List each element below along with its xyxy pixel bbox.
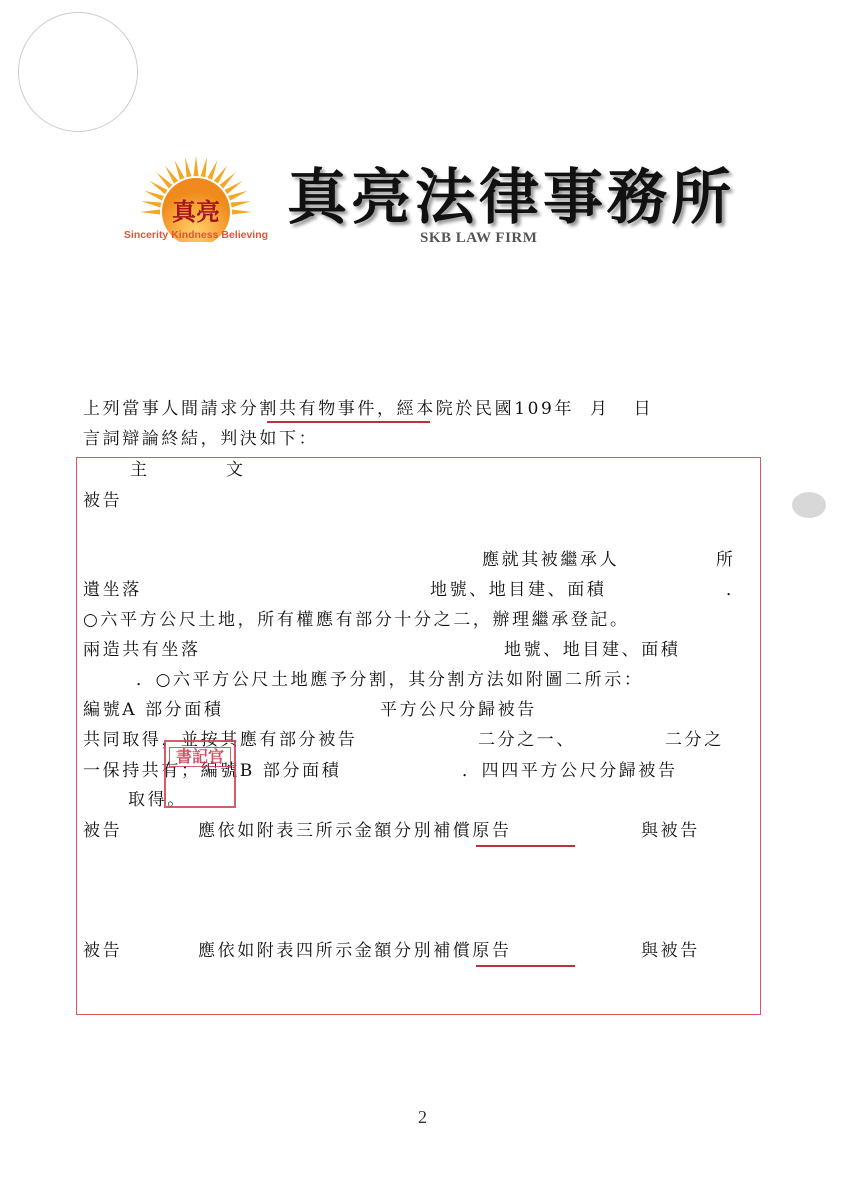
smudge-mark [792, 492, 826, 518]
heading-main: 主 [130, 460, 150, 480]
text-line: 兩造共有坐落 [83, 640, 201, 660]
intro-line-1: 上列當事人間請求分割共有物事件，經本院於民國109年 月 日 [83, 399, 654, 419]
sun-ray [201, 157, 207, 177]
text-line: 與被告 [641, 941, 700, 961]
text-line: 取得。 [128, 790, 187, 810]
text-line: 應依如附表三所示金額分別補償原告 [198, 821, 512, 841]
sun-ray [231, 201, 251, 207]
underline-mark [267, 421, 430, 423]
sun-ray [185, 157, 191, 177]
faint-seal [18, 12, 138, 132]
text-line: 編號A 部分面積 [83, 700, 224, 720]
sun-ray [232, 209, 252, 214]
text-line: 一保持共有；編號B 部分面積 [83, 761, 342, 781]
underline-mark [476, 845, 575, 847]
sun-logo-icon [116, 150, 276, 242]
text-line: 被告 [83, 491, 123, 511]
text-line: ．○六平方公尺土地應予分割，其分割方法如附圖二所示： [136, 670, 644, 690]
text-line: 被告 [83, 941, 123, 961]
text-line: ．四四平方公尺分歸被告 [462, 761, 678, 781]
text-line: 地號、地目建、面積 [430, 580, 607, 600]
sun-ray [193, 156, 198, 176]
text-line: 遺坐落 [83, 580, 142, 600]
text-line: 所 [716, 550, 736, 570]
sun-ray [141, 201, 161, 207]
sun-ray [144, 191, 164, 201]
text-line: 地號、地目建、面積 [504, 640, 681, 660]
text-line: 平方公尺分歸被告 [380, 700, 537, 720]
sun-ray [207, 160, 217, 180]
text-line: 二分之一、 [478, 730, 576, 750]
text-line: 共同取得，並按其應有部分被告 [83, 730, 358, 750]
text-line: ○六平方公尺土地，所有權應有部分十分之二，辦理繼承登記。 [83, 610, 630, 630]
text-line: ． [726, 580, 746, 600]
logo-tagline: Sincerity Kindness Believing [123, 229, 269, 241]
heading-text: 文 [226, 460, 246, 480]
sun-ray [175, 160, 185, 180]
intro-line-2: 言詞辯論終結，判決如下： [83, 429, 319, 449]
underline-mark [476, 965, 575, 967]
text-line: 應依如附表四所示金額分別補償原告 [198, 941, 512, 961]
text-line: 二分之 [665, 730, 724, 750]
firm-name-en: SKB LAW FIRM [420, 230, 538, 246]
firm-name: 真亮法律事務所 [287, 163, 735, 233]
sun-ray [228, 191, 248, 201]
page-number: 2 [418, 1107, 427, 1127]
sun-ray [140, 209, 160, 214]
text-line: 與被告 [641, 821, 700, 841]
clerk-stamp: 書記官 [164, 740, 236, 808]
logo-label: 真亮 [172, 197, 220, 226]
text-line: 應就其被繼承人 [482, 550, 620, 570]
text-line: 被告 [83, 821, 123, 841]
